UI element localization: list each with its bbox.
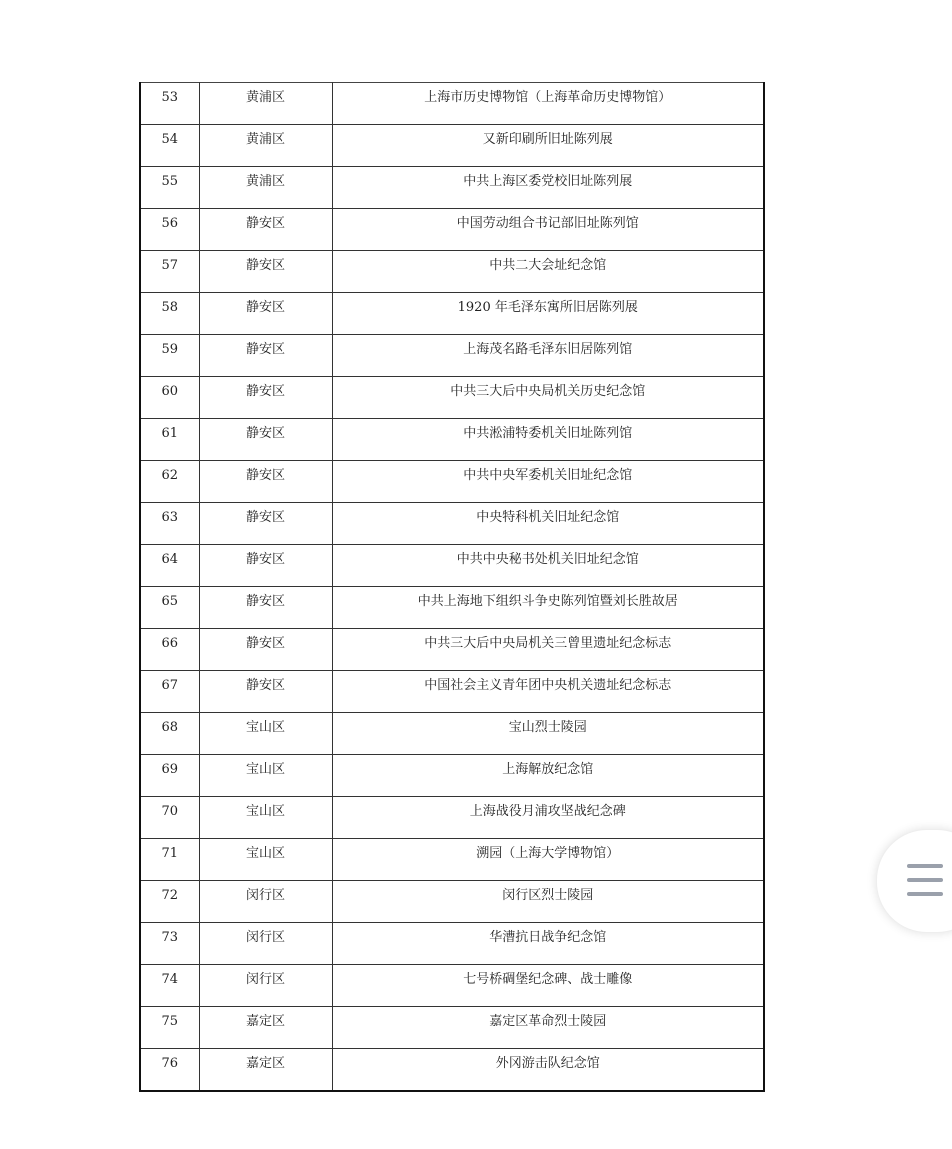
- row-number-cell: 62: [140, 461, 199, 503]
- row-number-cell: 64: [140, 545, 199, 587]
- memorial-sites-table: [139, 82, 765, 1092]
- site-name-cell: 嘉定区革命烈士陵园: [332, 1007, 764, 1049]
- floating-menu-button[interactable]: [876, 829, 952, 933]
- district-cell: 宝山区: [199, 755, 332, 797]
- district-cell: 闵行区: [199, 923, 332, 965]
- site-name-cell: 溯园（上海大学博物馆）: [332, 839, 764, 881]
- site-name-cell: 中共二大会址纪念馆: [332, 251, 764, 293]
- table-row: [140, 629, 764, 671]
- table-row: [140, 839, 764, 881]
- row-number-cell: 69: [140, 755, 199, 797]
- table-row: [140, 545, 764, 587]
- district-cell: 静安区: [199, 503, 332, 545]
- site-name-cell: 中国劳动组合书记部旧址陈列馆: [332, 209, 764, 251]
- row-number-cell: 63: [140, 503, 199, 545]
- table-row: [140, 587, 764, 629]
- table-row: [140, 377, 764, 419]
- site-name-cell: 又新印刷所旧址陈列展: [332, 125, 764, 167]
- site-name-cell: 中共上海区委党校旧址陈列展: [332, 167, 764, 209]
- table-row: [140, 755, 764, 797]
- table-row: [140, 881, 764, 923]
- row-number-cell: 54: [140, 125, 199, 167]
- district-cell: 静安区: [199, 587, 332, 629]
- table-row: [140, 797, 764, 839]
- district-cell: 静安区: [199, 209, 332, 251]
- site-name-cell: 中共三大后中央局机关历史纪念馆: [332, 377, 764, 419]
- site-name-cell: 1920 年毛泽东寓所旧居陈列展: [332, 293, 764, 335]
- district-cell: 静安区: [199, 671, 332, 713]
- row-number-cell: 61: [140, 419, 199, 461]
- table-row: [140, 461, 764, 503]
- row-number-cell: 60: [140, 377, 199, 419]
- site-name-cell: 中国社会主义青年团中央机关遗址纪念标志: [332, 671, 764, 713]
- row-number-cell: 59: [140, 335, 199, 377]
- row-number-cell: 71: [140, 839, 199, 881]
- site-name-cell: 上海茂名路毛泽东旧居陈列馆: [332, 335, 764, 377]
- district-cell: 宝山区: [199, 839, 332, 881]
- site-name-cell: 华漕抗日战争纪念馆: [332, 923, 764, 965]
- site-name-cell: 闵行区烈士陵园: [332, 881, 764, 923]
- district-cell: 闵行区: [199, 965, 332, 1007]
- table-row: [140, 125, 764, 167]
- site-name-cell: 上海战役月浦攻坚战纪念碑: [332, 797, 764, 839]
- district-cell: 静安区: [199, 629, 332, 671]
- district-cell: 宝山区: [199, 797, 332, 839]
- row-number-cell: 74: [140, 965, 199, 1007]
- district-cell: 嘉定区: [199, 1049, 332, 1091]
- site-name-cell: 中共中央秘书处机关旧址纪念馆: [332, 545, 764, 587]
- district-cell: 黄浦区: [199, 125, 332, 167]
- site-name-cell: 外冈游击队纪念馆: [332, 1049, 764, 1091]
- table-row: [140, 713, 764, 755]
- site-name-cell: 上海市历史博物馆（上海革命历史博物馆）: [332, 83, 764, 125]
- table-row: [140, 503, 764, 545]
- table-row: [140, 293, 764, 335]
- site-name-cell: 宝山烈士陵园: [332, 713, 764, 755]
- district-cell: 静安区: [199, 545, 332, 587]
- district-cell: 闵行区: [199, 881, 332, 923]
- district-cell: 静安区: [199, 377, 332, 419]
- district-cell: 静安区: [199, 419, 332, 461]
- table-row: [140, 419, 764, 461]
- table-row: [140, 209, 764, 251]
- table-body: [140, 83, 764, 1091]
- site-name-cell: 中共三大后中央局机关三曾里遗址纪念标志: [332, 629, 764, 671]
- site-name-cell: 中共淞浦特委机关旧址陈列馆: [332, 419, 764, 461]
- table-row: [140, 251, 764, 293]
- table-row: [140, 671, 764, 713]
- site-name-cell: 上海解放纪念馆: [332, 755, 764, 797]
- district-cell: 宝山区: [199, 713, 332, 755]
- row-number-cell: 67: [140, 671, 199, 713]
- row-number-cell: 65: [140, 587, 199, 629]
- row-number-cell: 75: [140, 1007, 199, 1049]
- district-cell: 静安区: [199, 251, 332, 293]
- row-number-cell: 57: [140, 251, 199, 293]
- district-cell: 黄浦区: [199, 167, 332, 209]
- site-name-cell: 中共中央军委机关旧址纪念馆: [332, 461, 764, 503]
- table-row: [140, 923, 764, 965]
- row-number-cell: 56: [140, 209, 199, 251]
- table-row: [140, 965, 764, 1007]
- row-number-cell: 72: [140, 881, 199, 923]
- table-row: [140, 1049, 764, 1091]
- district-cell: 嘉定区: [199, 1007, 332, 1049]
- site-name-cell: 中共上海地下组织斗争史陈列馆暨刘长胜故居: [332, 587, 764, 629]
- row-number-cell: 55: [140, 167, 199, 209]
- district-cell: 静安区: [199, 461, 332, 503]
- district-cell: 静安区: [199, 335, 332, 377]
- table-row: [140, 335, 764, 377]
- row-number-cell: 66: [140, 629, 199, 671]
- row-number-cell: 76: [140, 1049, 199, 1091]
- row-number-cell: 73: [140, 923, 199, 965]
- table-row: [140, 83, 764, 125]
- site-name-cell: 七号桥碉堡纪念碑、战士雕像: [332, 965, 764, 1007]
- row-number-cell: 68: [140, 713, 199, 755]
- district-cell: 静安区: [199, 293, 332, 335]
- row-number-cell: 70: [140, 797, 199, 839]
- table-row: [140, 1007, 764, 1049]
- row-number-cell: 53: [140, 83, 199, 125]
- site-name-cell: 中央特科机关旧址纪念馆: [332, 503, 764, 545]
- row-number-cell: 58: [140, 293, 199, 335]
- district-cell: 黄浦区: [199, 83, 332, 125]
- table-row: [140, 167, 764, 209]
